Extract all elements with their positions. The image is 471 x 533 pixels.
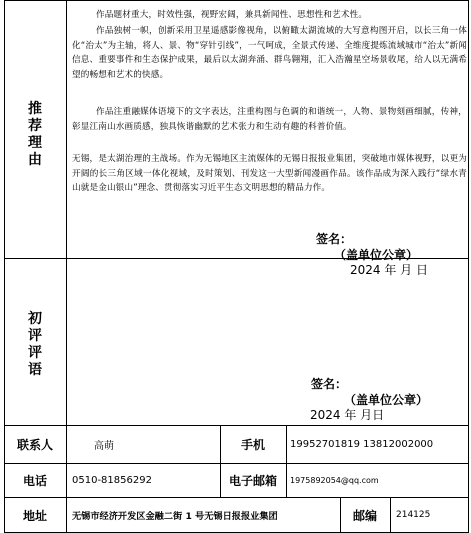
contact-person-value: 高萌 (94, 441, 114, 452)
recommendation-label: 推 荐 理 由 (28, 101, 42, 168)
review-date: 2024 年 月日 (310, 408, 385, 422)
recommendation-paragraph-3: 作品注重融媒体语境下的文字表达，注重构图与色调的和谐统一，人物、景物刻画细腻，传神，彰显江南山水画质感，独具恢谐幽默的艺术张力和生动有趣的科普价值。 (72, 107, 467, 132)
address-label: 地址 (22, 508, 47, 523)
recommendation-paragraph-2: 作品独树一帜，创新采用卫星遥感影像视角，以俯瞰太湖流域的大写意构图开启，以长三角一体化“治太”为主轴，将人、景、物“穿针引线”，一气呵成，全景式传递、全维度提炼流域城市“治太”新闻信息、重要事件和生态保护成果，最后以太湖奔涌、群鸟翱翔，汇入浩瀚星空场景收尾，给人以无满希望的畅想和艺术的快感。 (72, 26, 467, 80)
postcode-value: 214125 (396, 510, 431, 520)
recommendation-paragraph-4: 无锡，是太湖治理的主战场。作为无锡地区主流媒体的无锡日报报业集团，突破地市媒体视野，以更为开阔的长三角区域一体化视域，及时策划、刊发这一大型新闻漫画作品。该作品成为深入践行“绿水青山就是金山银山”理念、贯彻落实习近平生态文明思想的精品力作。 (72, 154, 467, 193)
phone-value: 0510-81856292 (72, 475, 152, 486)
recommendation-paragraph-1: 作品题材重大，时效性强，视野宏阔，兼具新闻性、思想性和艺术性。 (96, 10, 368, 20)
nomination-form-table (4, 0, 469, 533)
review-label: 初 评 评 语 (28, 311, 42, 378)
postcode-label: 邮编 (352, 508, 377, 523)
recommendation-date: 2024 年 月 日 (350, 263, 428, 277)
email-label: 电子邮箱 (228, 474, 277, 488)
contact-person-label: 联系人 (16, 438, 53, 452)
email-value: 1975892054@qq.com (290, 476, 379, 485)
phone-label: 电话 (22, 474, 47, 488)
review-seal: （盖单位公章） (344, 393, 429, 407)
mobile-label: 手机 (240, 438, 265, 452)
recommendation-seal: （盖单位公章） (334, 248, 419, 262)
address-value: 无锡市经济开发区金融二街 1 号无锡日报报业集团 (72, 511, 278, 522)
mobile-value: 19952701819 13812002000 (290, 439, 434, 450)
recommendation-sign-label: 签名： (316, 232, 353, 246)
review-sign-label: 签名： (311, 377, 348, 391)
